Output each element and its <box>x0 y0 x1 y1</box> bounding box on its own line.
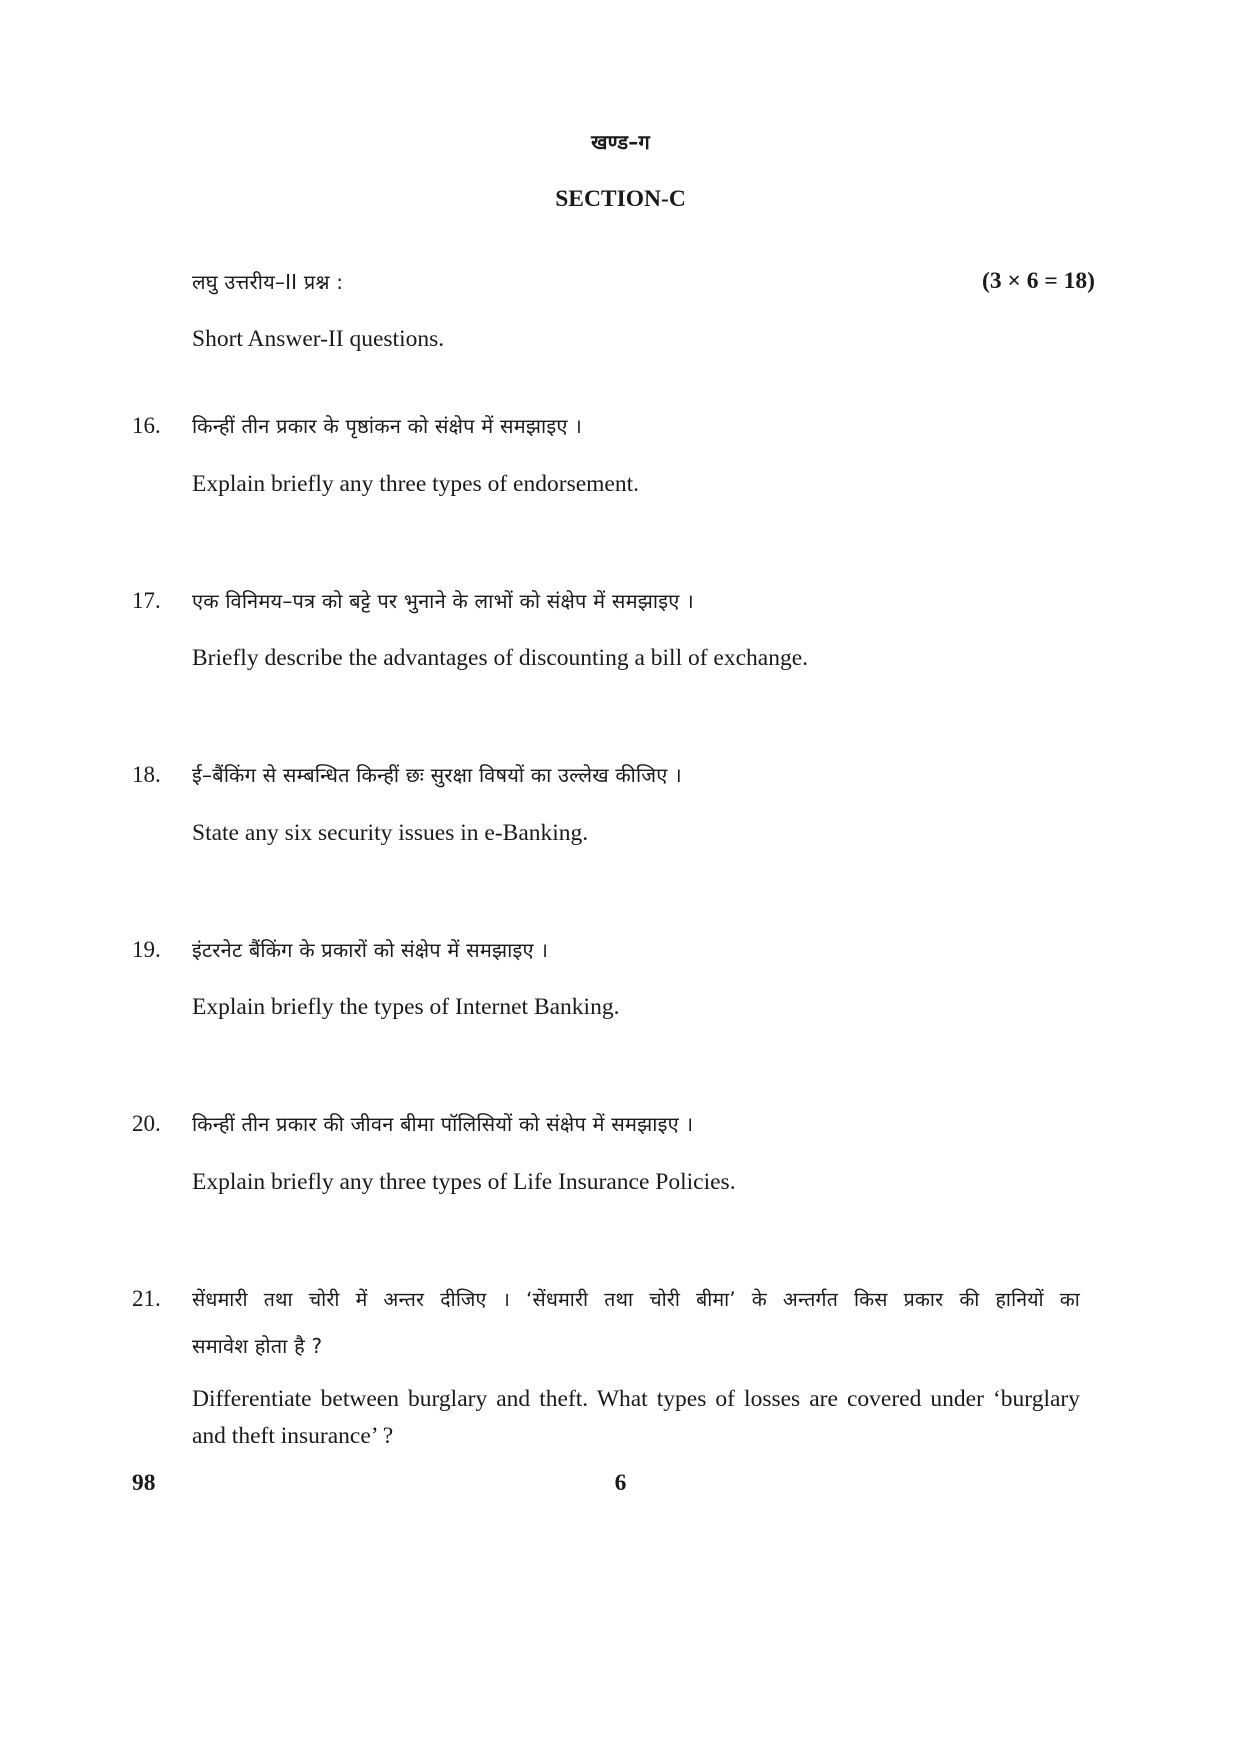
paper-code: 98 <box>132 1470 156 1496</box>
question-english: Briefly describe the advantages of discounting a bill of exchange. <box>192 645 809 671</box>
question-english: Explain briefly the types of Internet Banking. <box>192 994 620 1020</box>
question-hindi-line-2: समावेश होता है ? <box>192 1334 323 1358</box>
question-hindi: किन्हीं तीन प्रकार के पृष्ठांकन को संक्षेप में समझाइए । <box>192 414 583 438</box>
question-hindi: एक विनिमय–पत्र को बट्टे पर भुनाने के लाभों को संक्षेप में समझाइए । <box>192 589 694 613</box>
marks-distribution: (3 × 6 = 18) <box>982 268 1095 294</box>
instruction-english: Short Answer-II questions. <box>192 326 445 352</box>
question-hindi-line-1: सेंधमारी तथा चोरी में अन्तर दीजिए । ‘सेंधमारी तथा चोरी बीमा’ के अन्तर्गत किस प्रकार की हानियों का <box>192 1288 1080 1311</box>
question-english: State any six security issues in e-Banking. <box>192 820 589 846</box>
page-number: 6 <box>614 1470 627 1496</box>
question-number: 16. <box>132 413 161 438</box>
instruction-hindi: लघु उत्तरीय–II प्रश्न : <box>192 270 344 294</box>
question-english: Explain briefly any three types of Life Insurance Policies. <box>192 1169 736 1195</box>
question-hindi: ई–बैंकिंग से सम्बन्धित किन्हीं छः सुरक्षा विषयों का उल्लेख कीजिए । <box>192 763 682 787</box>
question-english: Differentiate between burglary and theft. What types of losses are covered under ‘burglary and theft insurance’ ? <box>192 1386 1080 1449</box>
question-hindi: किन्हीं तीन प्रकार की जीवन बीमा पॉलिसियों को संक्षेप में समझाइए । <box>192 1112 694 1136</box>
hindi-section-heading: खण्ड–ग <box>591 130 650 154</box>
question-number: 21. <box>132 1286 161 1311</box>
question-number: 18. <box>132 762 161 787</box>
question-number: 20. <box>132 1111 161 1136</box>
question-english: Explain briefly any three types of endorsement. <box>192 471 640 497</box>
question-number: 19. <box>132 937 161 962</box>
question-number: 17. <box>132 588 161 613</box>
question-hindi: इंटरनेट बैंकिंग के प्रकारों को संक्षेप में समझाइए । <box>192 938 549 962</box>
section-heading: SECTION-C <box>555 186 686 212</box>
